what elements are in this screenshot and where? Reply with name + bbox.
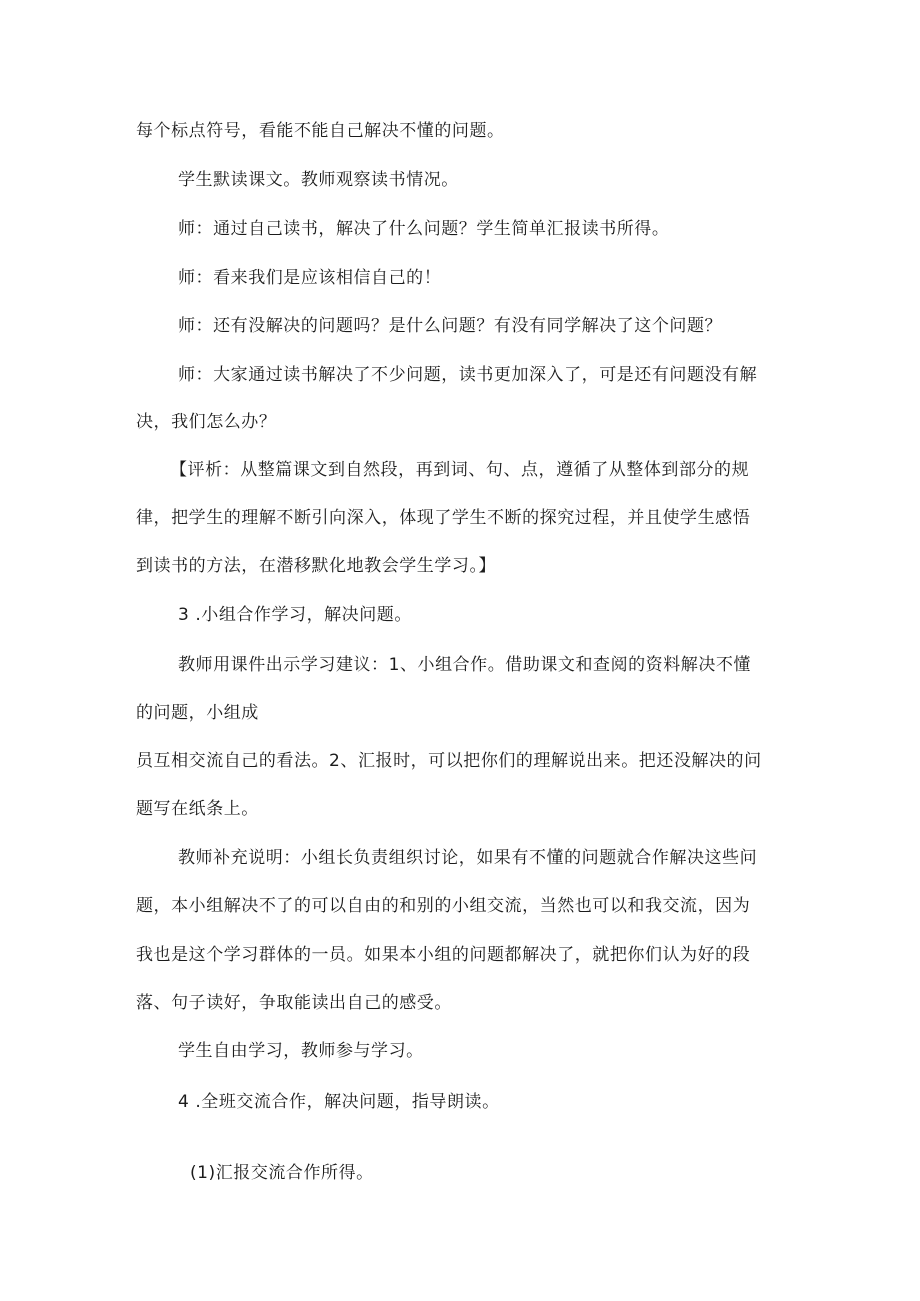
text-line: 教师用课件出示学习建议：1、小组合作。借助课文和查阅的资料解决不懂 (178, 655, 751, 675)
text-line: 落、句子读好，争取能读出自己的感受。 (136, 993, 452, 1013)
text-line: 的问题，小组成 (136, 703, 259, 723)
text-line: 【评析：从整篇课文到自然段，再到词、句、点，遵循了从整体到部分的规 (170, 460, 750, 480)
list-item: (1)汇报交流合作所得。 (190, 1163, 374, 1183)
text-line: 到读书的方法，在潜移默化地教会学生学习。】 (136, 556, 497, 576)
section-heading: 4 .全班交流合作，解决问题，指导朗读。 (178, 1092, 500, 1112)
text-line: 决，我们怎么办？ (136, 412, 277, 432)
text-line: 师：看来我们是应该相信自己的！ (178, 268, 442, 288)
text-line: 题，本小组解决不了的可以自由的和别的小组交流，当然也可以和我交流，因为 (136, 896, 751, 916)
text-line: 师：通过自己读书，解决了什么问题？学生简单汇报读书所得。 (178, 219, 670, 239)
text-line: 学生默读课文。教师观察读书情况。 (178, 170, 459, 190)
section-heading: 3 .小组合作学习，解决问题。 (178, 605, 412, 625)
text-line: 学生自由学习，教师参与学习。 (178, 1041, 424, 1061)
text-line: 我也是这个学习群体的一员。如果本小组的问题都解决了，就把你们认为好的段 (136, 945, 751, 965)
text-line: 教师补充说明：小组长负责组织讨论，如果有不懂的问题就合作解决这些问 (178, 848, 758, 868)
text-line: 律，把学生的理解不断引向深入，体现了学生不断的探究过程，并且使学生感悟 (136, 508, 751, 528)
text-line: 师：大家通过读书解决了不少问题，读书更加深入了，可是还有问题没有解 (178, 365, 758, 385)
text-line: 师：还有没解决的问题吗？是什么问题？有没有同学解决了这个问题？ (178, 316, 723, 336)
text-line: 题写在纸条上。 (136, 799, 259, 819)
text-line: 员互相交流自己的看法。2、汇报时，可以把你们的理解说出来。把还没解决的问 (136, 751, 762, 771)
text-line: 每个标点符号，看能不能自己解决不懂的问题。 (136, 121, 505, 141)
